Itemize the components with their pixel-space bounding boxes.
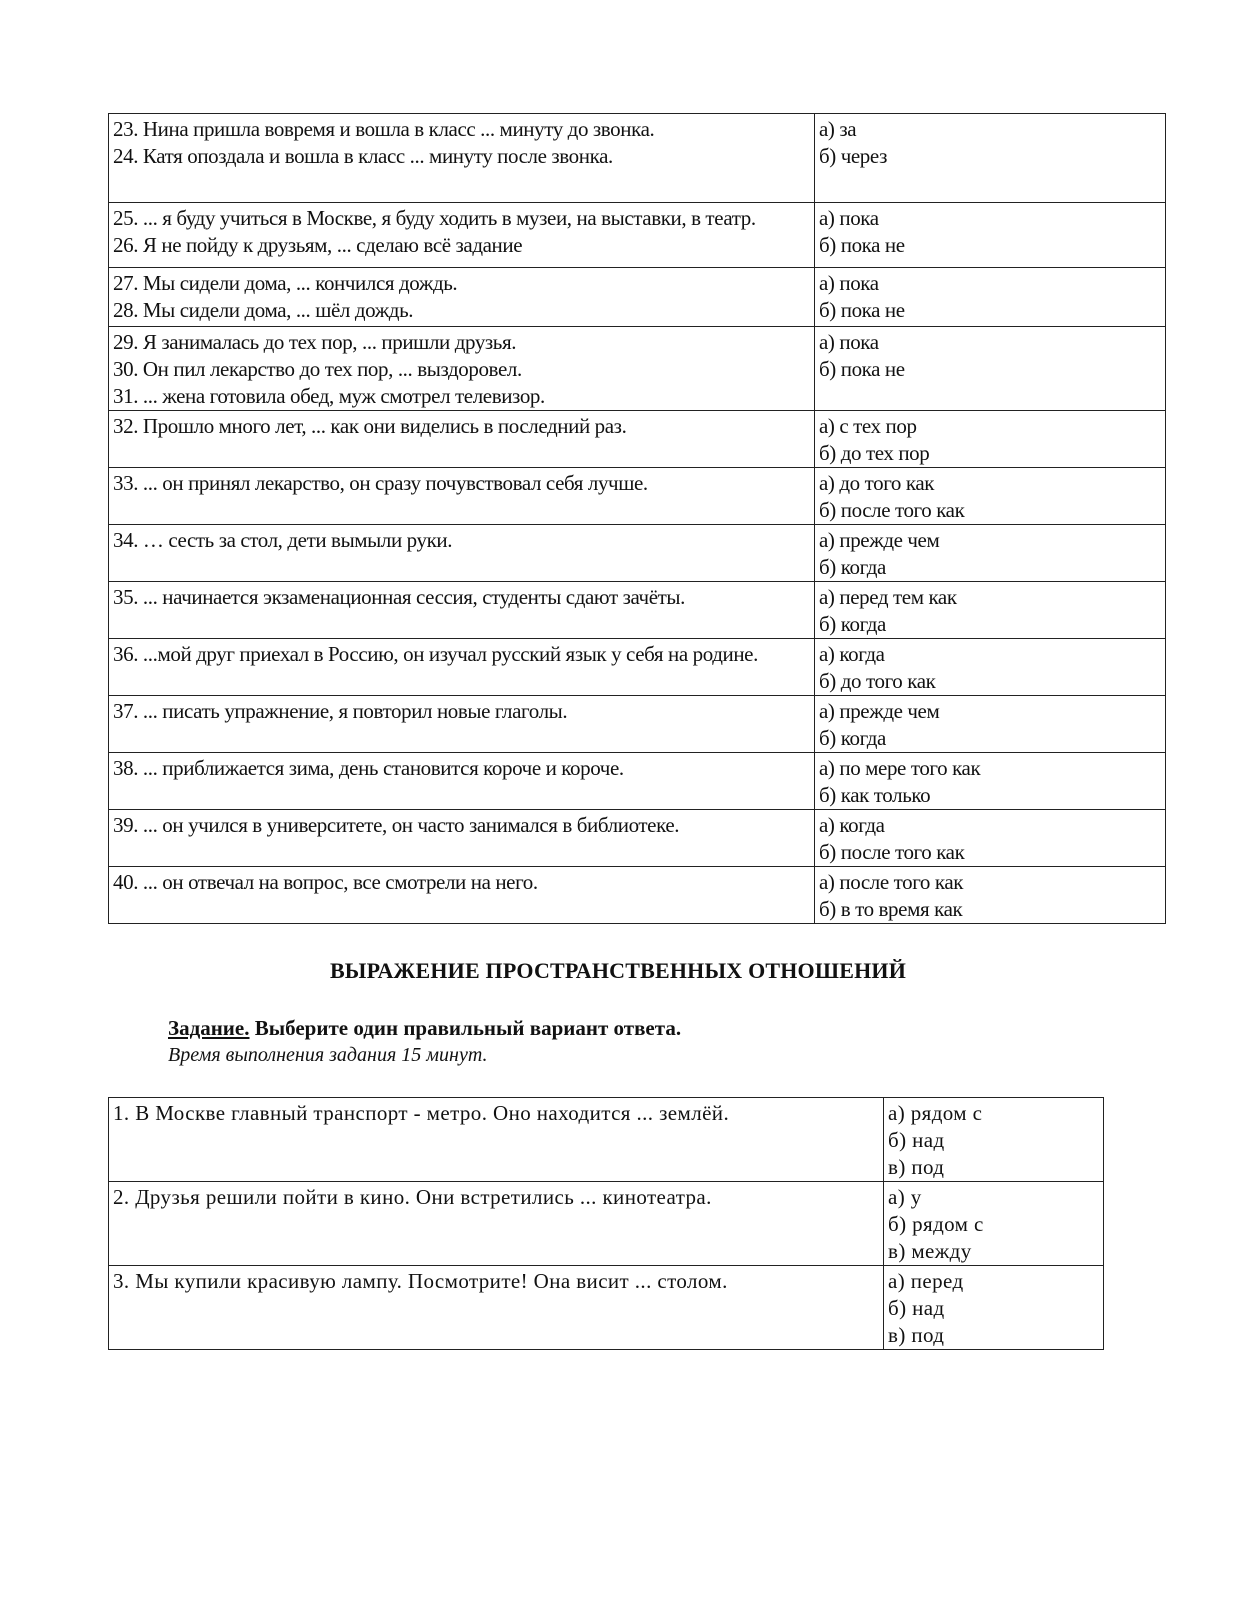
question-text: 26. Я не пойду к друзьям, ... сделаю всё задание [113, 233, 523, 257]
table-row [109, 639, 1166, 696]
answer-option: б) когда [819, 612, 886, 636]
question-text: 36. ...мой друг приехал в Россию, он изучал русский язык у себя на родине. [113, 642, 758, 666]
table-row [109, 114, 1166, 203]
question-cell [109, 411, 815, 468]
task-instruction [168, 1016, 681, 1041]
answer-option: а) после того как [819, 870, 964, 894]
answer-options-cell [815, 525, 1166, 582]
answer-options-cell [815, 582, 1166, 639]
answer-options-cell [884, 1182, 1104, 1266]
answer-option: б) пока не [819, 298, 905, 322]
table-row [109, 696, 1166, 753]
question-text: 31. ... жена готовила обед, муж смотрел телевизор. [113, 384, 545, 408]
answer-option: б) над [888, 1296, 945, 1320]
answer-option: в) под [888, 1323, 945, 1347]
exercise-table-body [109, 114, 1166, 924]
question-cell [109, 1098, 884, 1182]
answer-option: а) пока [819, 271, 879, 295]
answer-options-cell [815, 753, 1166, 810]
answer-option: а) по мере того как [819, 756, 981, 780]
answer-options-cell [815, 867, 1166, 924]
answer-options-cell [815, 810, 1166, 867]
answer-option: б) пока не [819, 357, 905, 381]
exercise-table-space [108, 1097, 1104, 1350]
answer-options-cell [815, 639, 1166, 696]
answer-option: а) перед [888, 1269, 964, 1293]
question-cell [109, 753, 815, 810]
question-text: 33. ... он принял лекарство, он сразу почувствовал себя лучше. [113, 471, 648, 495]
question-text: 38. ... приближается зима, день становится короче и короче. [113, 756, 624, 780]
question-text: 3. Мы купили красивую лампу. Посмотрите! Она висит ... столом. [113, 1269, 728, 1293]
exercise-table-body [109, 1098, 1104, 1350]
question-cell [109, 696, 815, 753]
answer-option: б) после того как [819, 840, 965, 864]
question-cell [109, 1182, 884, 1266]
answer-option: а) с тех пор [819, 414, 917, 438]
question-text: 37. ... писать упражнение, я повторил новые глаголы. [113, 699, 568, 723]
answer-option: а) до того как [819, 471, 935, 495]
table-row [109, 1266, 1104, 1350]
answer-option: б) рядом с [888, 1212, 984, 1236]
answer-option: а) прежде чем [819, 528, 940, 552]
answer-options-cell [884, 1098, 1104, 1182]
question-text: 32. Прошло много лет, ... как они виделись в последний раз. [113, 414, 627, 438]
answer-option: а) пока [819, 206, 879, 230]
answer-option: а) рядом с [888, 1101, 983, 1125]
table-row [109, 1098, 1104, 1182]
answer-options-cell [884, 1266, 1104, 1350]
question-text: 39. ... он учился в университете, он часто занимался в библиотеке. [113, 813, 680, 837]
answer-option: б) как только [819, 783, 931, 807]
answer-option: б) до того как [819, 669, 936, 693]
answer-option: б) после того как [819, 498, 965, 522]
table-row [109, 203, 1166, 268]
question-text: 27. Мы сидели дома, ... кончился дождь. [113, 271, 458, 295]
question-cell [109, 867, 815, 924]
answer-option: в) между [888, 1239, 972, 1263]
table-row [109, 867, 1166, 924]
answer-option: б) пока не [819, 233, 905, 257]
answer-option: б) до тех пор [819, 441, 930, 465]
question-text: 28. Мы сидели дома, ... шёл дождь. [113, 298, 414, 322]
answer-option: а) прежде чем [819, 699, 940, 723]
answer-options-cell [815, 327, 1166, 411]
question-cell [109, 639, 815, 696]
task-text: Выберите один правильный вариант ответа. [249, 1016, 682, 1040]
question-cell [109, 1266, 884, 1350]
question-cell [109, 468, 815, 525]
answer-option: а) когда [819, 642, 885, 666]
question-text: 24. Катя опоздала и вошла в класс ... минуту после звонка. [113, 144, 613, 168]
answer-option: б) через [819, 144, 887, 168]
question-cell [109, 203, 815, 268]
answer-option: б) над [888, 1128, 945, 1152]
question-cell [109, 268, 815, 327]
answer-options-cell [815, 411, 1166, 468]
question-text: 35. ... начинается экзаменационная сессия, студенты сдают зачёты. [113, 585, 685, 609]
answer-option: а) у [888, 1185, 922, 1209]
question-cell [109, 327, 815, 411]
question-cell [109, 114, 815, 203]
time-note: Время выполнения задания 15 минут. [168, 1044, 488, 1066]
question-cell [109, 582, 815, 639]
table-row [109, 411, 1166, 468]
answer-options-cell [815, 696, 1166, 753]
table-row [109, 1182, 1104, 1266]
question-text: 2. Друзья решили пойти в кино. Они встретились ... кинотеатра. [113, 1185, 712, 1209]
answer-options-cell [815, 268, 1166, 327]
table-row [109, 468, 1166, 525]
question-text: 29. Я занималась до тех пор, ... пришли друзья. [113, 330, 517, 354]
question-cell [109, 810, 815, 867]
table-row [109, 268, 1166, 327]
question-text: 30. Он пил лекарство до тех пор, ... выздоровел. [113, 357, 522, 381]
question-text: 34. … сесть за стол, дети вымыли руки. [113, 528, 453, 552]
answer-option: а) пока [819, 330, 879, 354]
answer-option: а) за [819, 117, 857, 141]
table-row [109, 525, 1166, 582]
answer-option: б) когда [819, 726, 886, 750]
question-cell [109, 525, 815, 582]
answer-option: а) когда [819, 813, 885, 837]
answer-option: б) когда [819, 555, 886, 579]
answer-options-cell [815, 203, 1166, 268]
exercise-table-time [108, 113, 1166, 924]
answer-option: а) перед тем как [819, 585, 957, 609]
question-text: 25. ... я буду учиться в Москве, я буду ходить в музеи, на выставки, в театр. [113, 206, 756, 230]
answer-option: в) под [888, 1155, 945, 1179]
answer-options-cell [815, 114, 1166, 203]
table-row [109, 753, 1166, 810]
question-text: 1. В Москве главный транспорт - метро. Оно находится ... землёй. [113, 1101, 730, 1125]
task-label: Задание. [168, 1016, 250, 1040]
table-row [109, 327, 1166, 411]
answer-options-cell [815, 468, 1166, 525]
question-text: 23. Нина пришла вовремя и вошла в класс ... минуту до звонка. [113, 117, 655, 141]
table-row [109, 810, 1166, 867]
answer-option: б) в то время как [819, 897, 963, 921]
table-row [109, 582, 1166, 639]
section-title: ВЫРАЖЕНИЕ ПРОСТРАНСТВЕННЫХ ОТНОШЕНИЙ [329, 958, 907, 983]
question-text: 40. ... он отвечал на вопрос, все смотрели на него. [113, 870, 538, 894]
